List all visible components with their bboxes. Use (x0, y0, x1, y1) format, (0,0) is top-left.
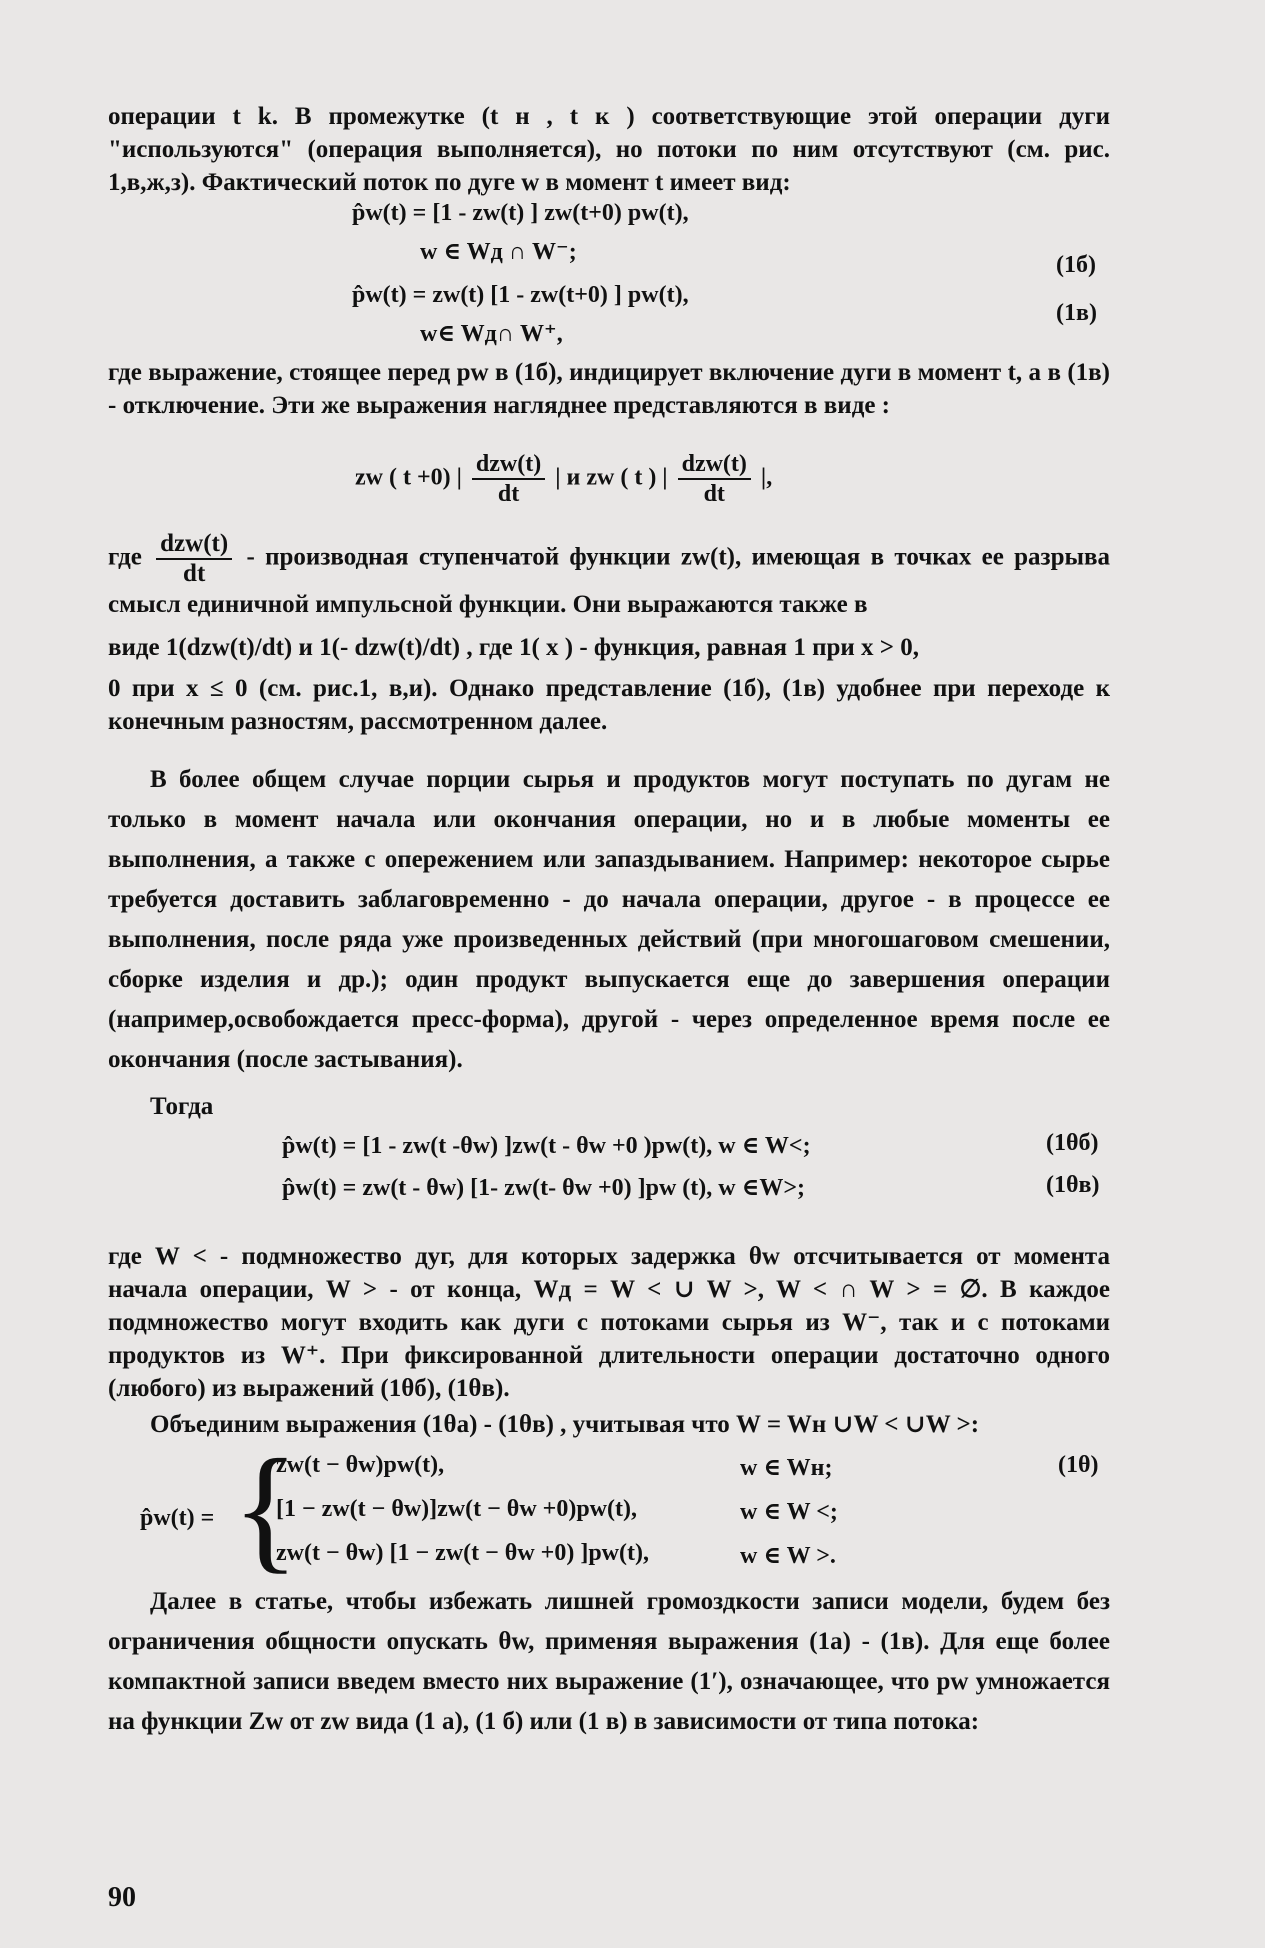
paragraph-5: где W < - подмножество дуг, для которых задержка θw отсчитывается от момента начала операции, W > - от конца, Wд = W < ∪ W >, W < ∩ W > = ∅. В каждое подмножество могут входить как дуги с потоками сырья из W⁻, так и с потоками продуктов из W⁺. При фиксированной длительности операции достаточно одного (любого) из выражений (1θб), (1θв). (108, 1243, 1110, 1402)
system-row3-condition: w ∈ W >. (740, 1543, 836, 1569)
paragraph-7: Далее в статье, чтобы избежать лишней громоздкости записи модели, будем без ограничения общности опускать θw, применяя выражения (1а) - (1в). Для еще более компактной записи введем вместо них выражение (1′), означающее, что pw умножается на функции Zw от zw вида (1 а), (1 б) или (1 в) в зависимости от типа потока: (108, 1588, 1110, 1735)
equation-1v-line1: p̂w(t) = zw(t) [1 - zw(t+0) ] pw(t), (352, 282, 689, 308)
page-number: 90 (108, 1882, 136, 1913)
fraction-derivative-1: $\frac{\text{dzw(t)}}{dt}$ (472, 450, 545, 508)
equation-1v-number: (1в) (1056, 300, 1097, 326)
paragraph-6: Объединим выражения (1θa) - (1θв) , учитывая что W = Wн ∪W < ∪W >: (150, 1411, 980, 1438)
system-row3: zw(t − θw) [1 − zw(t − θw +0) ]pw(t), (276, 1540, 649, 1566)
system-row1-condition: w ∈ Wн; (740, 1455, 833, 1481)
paragraph-intro: операции t k. В промежутке (t н , t к ) соответствующие этой операции дуги "используются" (операция выполняется), но потоки по ним отсутствуют (см. рис. 1,в,ж,з). Фактический поток по дуге w в момент t имеет вид: (108, 103, 1110, 196)
paragraph-2: где выражение, стоящее перед pw в (1б), индицирует включение дуги в момент t, а в (1в) - отключение. Эти же выражения нагляднее представляются в виде : (108, 359, 1110, 419)
equation-1b-line1: p̂w(t) = [1 - zw(t) ] zw(t+0) pw(t), (352, 200, 689, 226)
equation-1theta-v: p̂w(t) = zw(t - θw) [1- zw(t- θw +0) ]pw (t), w ∈W>; (282, 1175, 806, 1201)
paragraph-then: Тогда (150, 1093, 214, 1120)
equation-1b-number: (1б) (1056, 252, 1096, 278)
system-lhs: p̂w(t) = (140, 1505, 215, 1531)
paragraph-3: где $\frac{\text{dzw(t)}}{dt}$ - производная ступенчатой функции zw(t), имеющая в точках ее разрыва смысл единичной импульсной функции. Они выражаются также в виде 1(dzw(t)/dt) и 1(- dzw(t)/dt) , где 1( x ) - функция, равная 1 при x > 0, 0 при x ≤ 0 (см. рис.1, в,и). Однако представление (1б), (1в) удобнее при переходе к конечным разностям, рассмотренном далее. (108, 530, 1110, 735)
equation-1theta-b: p̂w(t) = [1 - zw(t -θw) ]zw(t - θw +0 )pw(t), w ∈ W<; (282, 1133, 811, 1159)
system-row2-condition: w ∈ W <; (740, 1499, 838, 1525)
paragraph-4: В более общем случае порции сырья и продуктов могут поступать по дугам не только в момент начала или окончания операции, но и в любые моменты ее выполнения, а также с опережением или запаздыванием. Например: некоторое сырье требуется доставить заблаговременно - до начала операции, другое - в процессе ее выполнения, после ряда уже произведенных действий (при многошаговом смешении, сборке изделия и др.); один продукт выпускается еще до завершения операции (например,освобождается пресс-форма), другой - через определенное время после ее окончания (после застывания). (108, 766, 1110, 1073)
equation-1v-line2: w∈ Wд∩ W⁺, (420, 321, 563, 347)
system-number: (1θ) (1058, 1452, 1099, 1478)
system-row2: [1 − zw(t − θw)]zw(t − θw +0)pw(t), (276, 1496, 637, 1522)
equation-derivative: zw ( t +0) | $\frac{\text{dzw(t)}}{dt}$ | и zw ( t ) | $\frac{\text{dzw(t)}}{dt}$ |, (355, 451, 773, 507)
equation-1b-line2: w ∈ Wд ∩ W⁻; (420, 239, 577, 265)
equation-1theta-v-number: (1θв) (1046, 1172, 1100, 1198)
fraction-derivative-2: $\frac{\text{dzw(t)}}{dt}$ (678, 450, 751, 508)
system-row1: zw(t − θw)pw(t), (276, 1452, 445, 1478)
fraction-derivative-3: $\frac{\text{dzw(t)}}{dt}$ (156, 530, 232, 588)
equation-1theta-b-number: (1θб) (1046, 1130, 1099, 1156)
system-brace: { (232, 1431, 300, 1586)
